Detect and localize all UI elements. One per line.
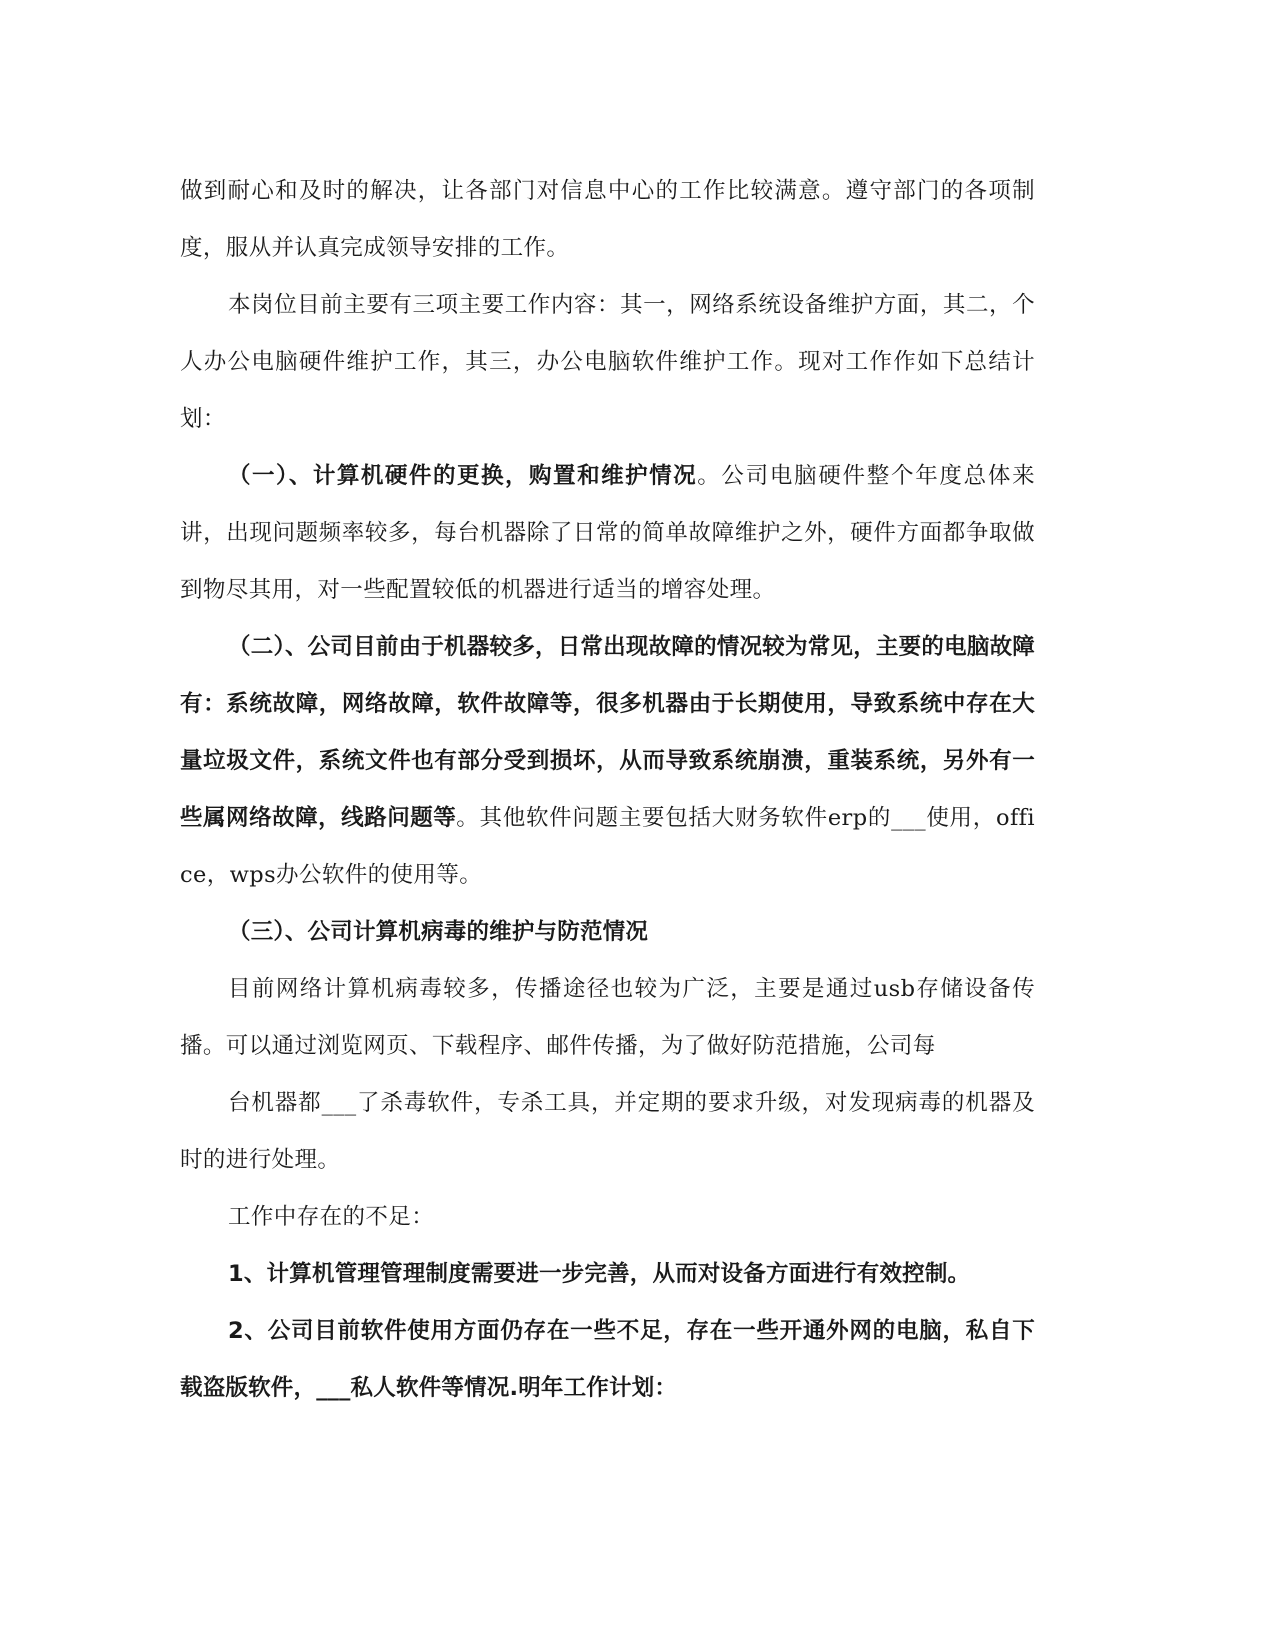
document-body bbox=[180, 163, 1035, 1417]
paragraph-4 bbox=[180, 619, 1035, 904]
paragraph-10: 2、公司目前软件使用方面仍存在一些不足，存在一些开通外网的电脑，私自下载盗版软件，___私人软件等情况.明年工作计划： bbox=[180, 1318, 1035, 1401]
paragraph-3-text: 。公司电脑硬件整个年度总体来讲，出现问题频率较多，每台机器除了日常的简单故障维护之外，硬件方面都争取做到物尽其用，对一些配置较低的机器进行适当的增容处理。 bbox=[180, 463, 1035, 603]
paragraph-7 bbox=[180, 1075, 1035, 1189]
section-heading-hardware: （一）、计算机硬件的更换，购置和维护情况 bbox=[228, 463, 698, 489]
paragraph-5 bbox=[180, 904, 1035, 961]
paragraph-7-text: 台机器都___了杀毒软件，专杀工具，并定期的要求升级，对发现病毒的机器及时的进行处理。 bbox=[180, 1090, 1035, 1173]
section-heading-virus: （三）、公司计算机病毒的维护与防范情况 bbox=[228, 919, 649, 945]
paragraph-6: 目前网络计算机病毒较多，传播途径也较为广泛，主要是通过usb存储设备传播。可以通过浏览网页、下载程序、邮件传播，为了做好防范措施，公司每 bbox=[180, 976, 1035, 1059]
paragraph-3 bbox=[180, 448, 1035, 619]
paragraph-1: 做到耐心和及时的解决，让各部门对信息中心的工作比较满意。遵守部门的各项制度，服从并认真完成领导安排的工作。 bbox=[180, 178, 1035, 261]
paragraph-4-text: 。其他软件问题主要包括大财务软件erp的___使用，office，wps办公软件的使用等。 bbox=[180, 805, 1036, 888]
paragraph-9: 1、计算机管理管理制度需要进一步完善，从而对设备方面进行有效控制。 bbox=[228, 1261, 971, 1287]
paragraph-8: 工作中存在的不足： bbox=[228, 1204, 435, 1230]
paragraph-2: 本岗位目前主要有三项主要工作内容：其一，网络系统设备维护方面，其二，个人办公电脑硬件维护工作，其三，办公电脑软件维护工作。现对工作作如下总结计划： bbox=[180, 292, 1035, 432]
section-heading-faults: （二）、公司目前由于机器较多，日常出现故障的情况较为常见，主要的电脑故障有：系统故障，网络故障，软件故障等，很多机器由于长期使用，导致系统中存在大量垃圾文件，系统文件也有部分受到损坏，从而导致系统崩溃，重装系统，另外有一些属网络故障，线路问题等 bbox=[180, 634, 1035, 831]
